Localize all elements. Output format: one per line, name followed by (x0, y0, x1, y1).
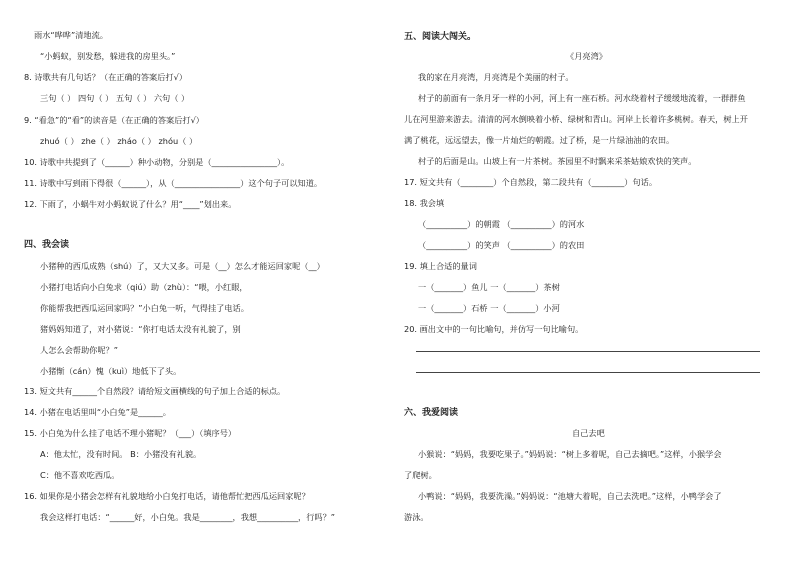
passage-line: 我的家在月亮湾，月亮湾是个美丽的村子。 (418, 72, 574, 82)
passage-line: 小猪种的西瓜成熟（shú）了，又大又多。可是（__）怎么才能运回家呢（__） (40, 261, 325, 271)
section-heading: 六、我爱阅读 (404, 408, 459, 418)
fill-line: （__________）的朝霞 （__________）的河水 (418, 219, 585, 229)
fill-line: 一（_______）石桥 一（_______）小河 (418, 303, 560, 313)
answer-line: 我会这样打电话：“______好，小白兔。我是________，我想__________，行吗？” (40, 512, 336, 522)
passage-title: 《月亮湾》 (566, 51, 607, 61)
passage-line: 小猪打电话向小白兔求（qiú）助（zhù）：“喂，小红眼， (40, 282, 248, 292)
question-11: 11. 诗歌中写到雨下得很（______），从（________________）这个句子可以知道。 (24, 178, 323, 188)
question-18: 18. 我会填 (404, 198, 445, 208)
passage-line: 小猴说：“妈妈，我要吃果子。”妈妈说：“树上多着呢，自己去摘吧。”这样，小猴学会 (418, 449, 722, 459)
options-line: zhuó（ ） zhe（ ） zháo（ ） zhóu（ ） (40, 136, 198, 146)
passage-line: 人怎么会帮助你呢？” (40, 345, 118, 355)
question-15: 15. 小白兔为什么挂了电话不理小猪呢？（___）（填序号） (24, 428, 237, 438)
passage-line: 小鸭说：“妈妈，我要洗澡。”妈妈说：“池塘大着呢，自己去洗吧。”这样，小鸭学会了 (418, 491, 722, 501)
question-10: 10. 诗歌中共提到了（______）种小动物，分别是（________________）。 (24, 157, 290, 167)
question-20: 20. 画出文中的一句比喻句，并仿写一句比喻句。 (404, 324, 584, 334)
section-heading: 四、我会读 (24, 240, 70, 250)
question-16: 16. 如果你是小猪会怎样有礼貌地给小白兔打电话，请他帮忙把西瓜运回家呢？ (24, 491, 310, 501)
passage-line: 儿在河里游来游去。清清的河水倒映着小桥、绿树和青山。河岸上长着许多桃树。春天，树上开 (404, 114, 748, 124)
answer-rule (416, 372, 760, 373)
question-17: 17. 短文共有（________）个自然段，第二段共有（________）句话。 (404, 177, 658, 187)
passage-line: 你能帮我把西瓜运回家吗？”小白兔一听，气得挂了电话。 (40, 303, 249, 313)
question-9: 9. “看急”的“看”的读音是（在正确的答案后打√） (24, 115, 204, 125)
option-line: A：他太忙，没有时间。 B：小猪没有礼貌。 (40, 449, 202, 459)
passage-line: 小猪惭（cán）愧（kuì）地低下了头。 (40, 366, 182, 376)
question-13: 13. 短文共有______个自然段？请给短文画横线的句子加上合适的标点。 (24, 386, 286, 396)
text-line: “小蚂蚁，别发愁，躲进我的房里头。” (40, 51, 176, 61)
question-8: 8. 诗歌共有几句话？（在正确的答案后打√） (24, 72, 188, 82)
question-14: 14. 小猪在电话里叫“小白兔”是______。 (24, 407, 171, 417)
passage-line: 游泳。 (404, 512, 429, 522)
passage-line: 村子的后面是山。山坡上有一片茶树。茶园里不时飘来采茶姑娘欢快的笑声。 (418, 156, 697, 166)
question-12: 12. 下雨了，小蜗牛对小蚂蚁说了什么？用“____”划出来。 (24, 199, 237, 209)
passage-title: 自己去吧 (572, 428, 605, 438)
question-19: 19. 填上合适的量词 (404, 261, 477, 271)
section-heading: 五、阅读大闯关。 (404, 32, 477, 42)
passage-line: 了爬树。 (404, 470, 437, 480)
text-line: 雨水“哗哗”清地流。 (34, 30, 108, 40)
option-line: C：他不喜欢吃西瓜。 (40, 470, 120, 480)
passage-line: 猪妈妈知道了，对小猪说：“你打电话太没有礼貌了，别 (40, 324, 241, 334)
options-line: 三句（ ） 四句（ ） 五句（ ） 六句（ ） (40, 93, 190, 103)
passage-line: 村子的前面有一条月牙一样的小河，河上有一座石桥。河水绕着村子缓缓地流着，一群群鱼 (418, 93, 746, 103)
fill-line: （__________）的笑声 （__________）的农田 (418, 240, 585, 250)
passage-line: 满了桃花，远远望去，像一片灿烂的朝霞。过了桥，是一片绿油油的农田。 (404, 135, 675, 145)
fill-line: 一（_______）鱼儿 一（_______）茶树 (418, 282, 560, 292)
answer-rule (416, 351, 760, 352)
